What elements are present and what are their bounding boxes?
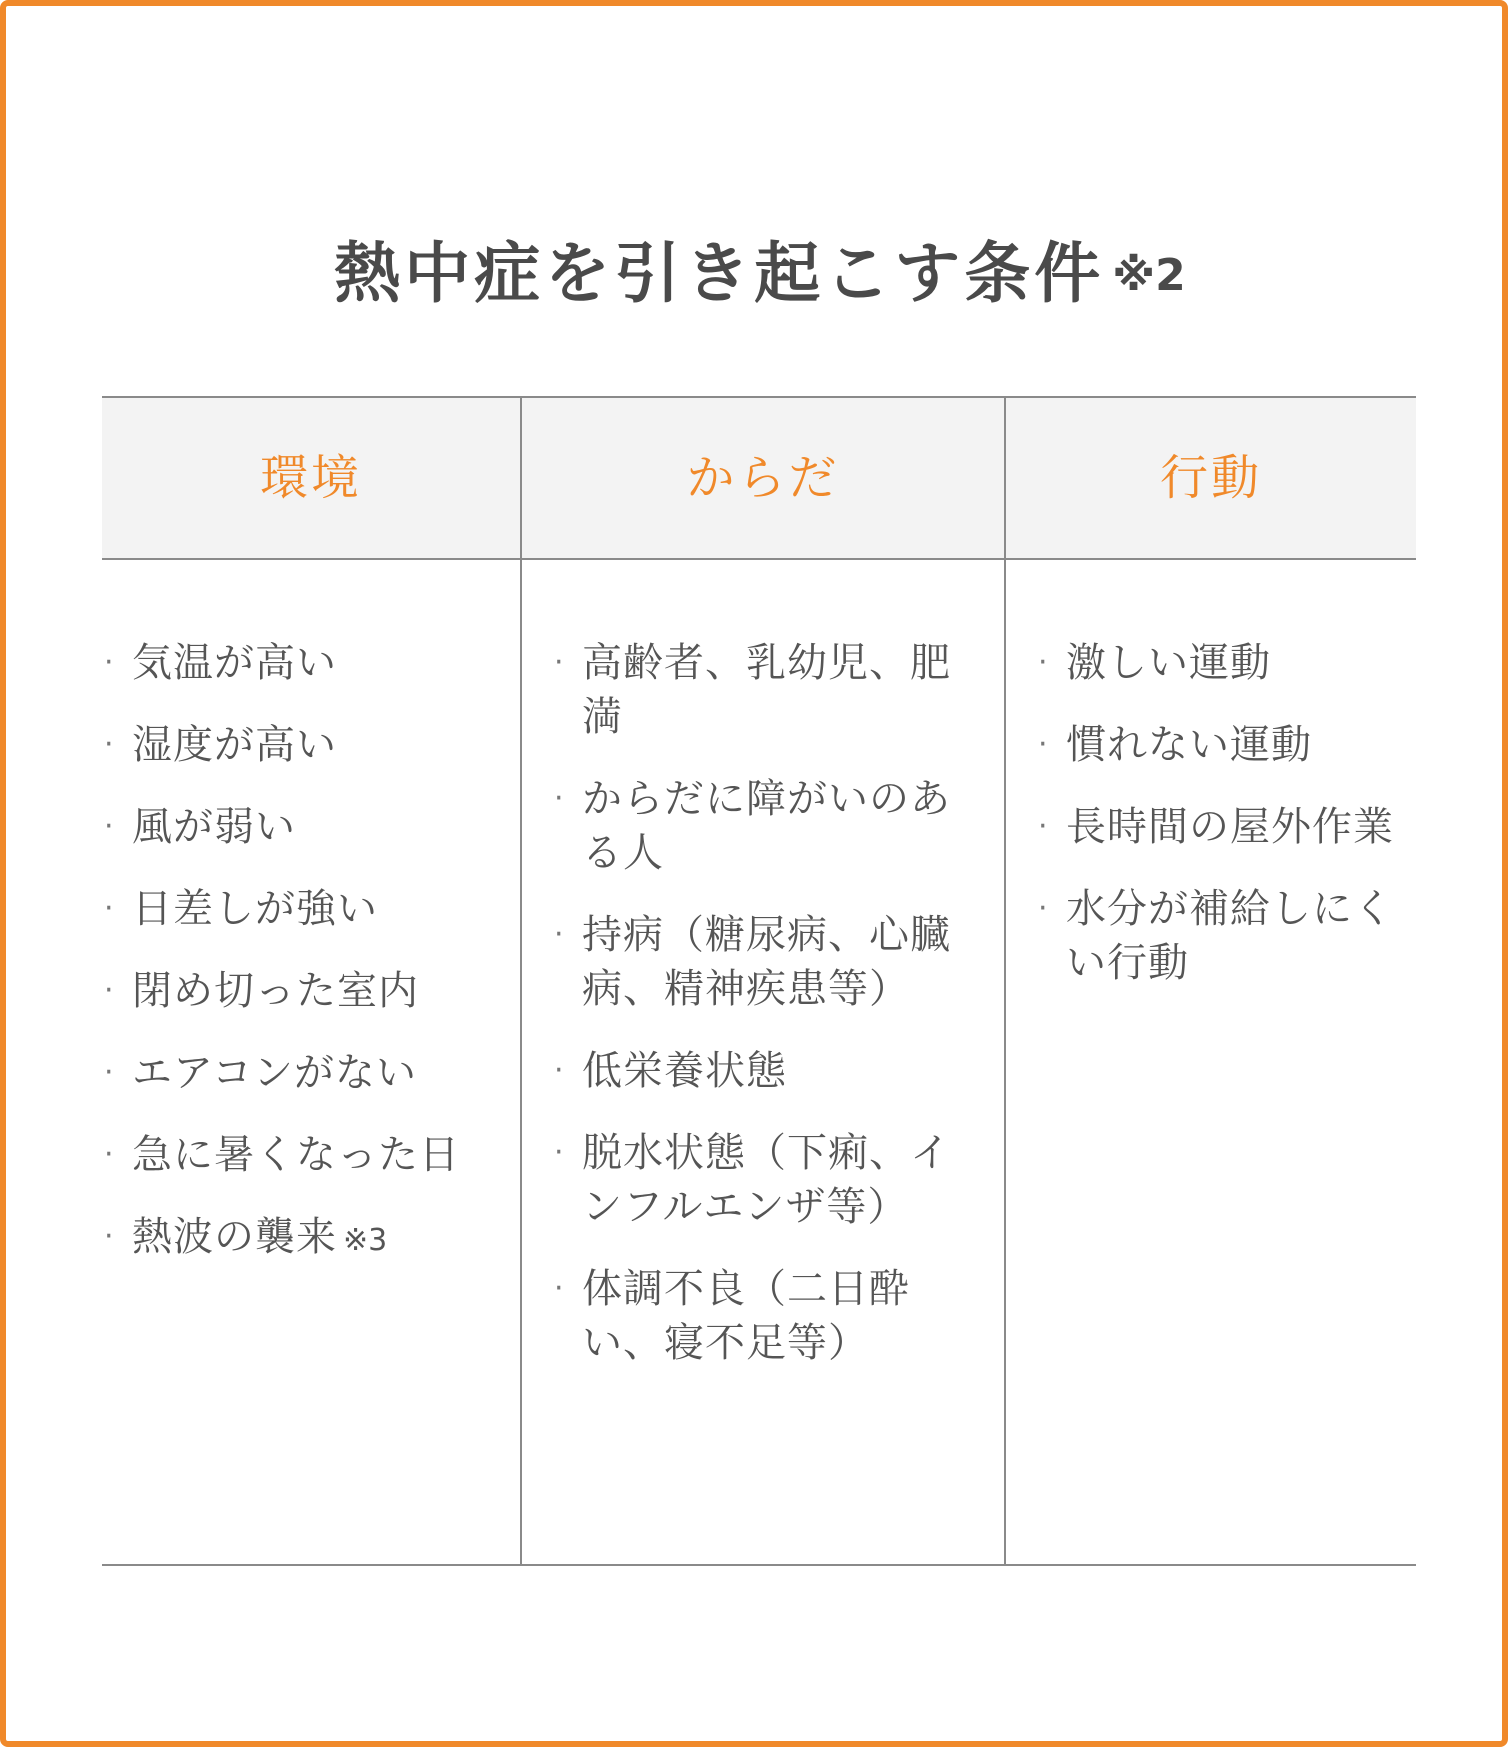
footnote-mark: ※3: [343, 1223, 388, 1258]
bullet-dot-icon: ·: [554, 1053, 565, 1088]
list-item: · 長時間の屋外作業: [1036, 800, 1416, 854]
column-header-environment: 環境: [259, 450, 362, 506]
bullet-dot-icon: ·: [1038, 809, 1049, 844]
bullet-dot-icon: ·: [554, 645, 565, 680]
bullet-dot-icon: ·: [1038, 891, 1049, 926]
column-header-body: からだ: [686, 450, 840, 506]
bullet-dot-icon: ·: [554, 917, 565, 952]
list-item: · 持病（糖尿病、心臓病、精神疾患等）: [552, 908, 972, 1016]
table-header-rule: [102, 558, 1416, 560]
bullet-dot-icon: ·: [554, 1271, 565, 1306]
title-text: 熱中症を引き起こす条件: [334, 235, 1105, 313]
list-item: · 慣れない運動: [1036, 718, 1416, 772]
list-item: · 高齢者、乳幼児、肥満: [552, 636, 972, 744]
list-item: · 閉め切った室内: [102, 964, 502, 1018]
list-item: · 熱波の襲来 ※3: [102, 1210, 502, 1268]
bullet-dot-icon: ·: [104, 1137, 115, 1172]
list-item: · 体調不良（二日酔い、寝不足等）: [552, 1262, 972, 1370]
column-divider-1: [520, 396, 522, 1566]
page-title: [6, 220, 1508, 315]
bullet-dot-icon: ·: [104, 727, 115, 762]
bullet-dot-icon: ·: [104, 809, 115, 844]
bullet-dot-icon: ·: [104, 645, 115, 680]
list-item: · 気温が高い: [102, 636, 502, 690]
body-list: [552, 636, 972, 1398]
bullet-dot-icon: ·: [104, 1055, 115, 1090]
column-divider-2: [1004, 396, 1006, 1566]
conditions-table: [102, 396, 1416, 1566]
bullet-dot-icon: ·: [104, 891, 115, 926]
bullet-dot-icon: ·: [104, 973, 115, 1008]
bullet-dot-icon: ·: [554, 781, 565, 816]
list-item: · 低栄養状態: [552, 1044, 972, 1098]
list-item: · エアコンがない: [102, 1046, 502, 1100]
column-header-behavior: 行動: [1159, 450, 1262, 506]
title-note: ※2: [1112, 250, 1186, 302]
list-item: · 湿度が高い: [102, 718, 502, 772]
list-item: · からだに障がいのある人: [552, 772, 972, 880]
bullet-dot-icon: ·: [1038, 645, 1049, 680]
list-item: · 日差しが強い: [102, 882, 502, 936]
environment-list: [102, 636, 502, 1296]
table-bottom-rule: [102, 1564, 1416, 1566]
behavior-list: [1036, 636, 1416, 1018]
bullet-dot-icon: ·: [104, 1219, 115, 1254]
list-item: · 急に暑くなった日: [102, 1128, 502, 1182]
list-item: · 風が弱い: [102, 800, 502, 854]
list-item: · 激しい運動: [1036, 636, 1416, 690]
bullet-dot-icon: ·: [1038, 727, 1049, 762]
bullet-dot-icon: ·: [554, 1135, 565, 1170]
list-item: · 水分が補給しにくい行動: [1036, 882, 1416, 990]
list-item: · 脱水状態（下痢、インフルエンザ等）: [552, 1126, 972, 1234]
